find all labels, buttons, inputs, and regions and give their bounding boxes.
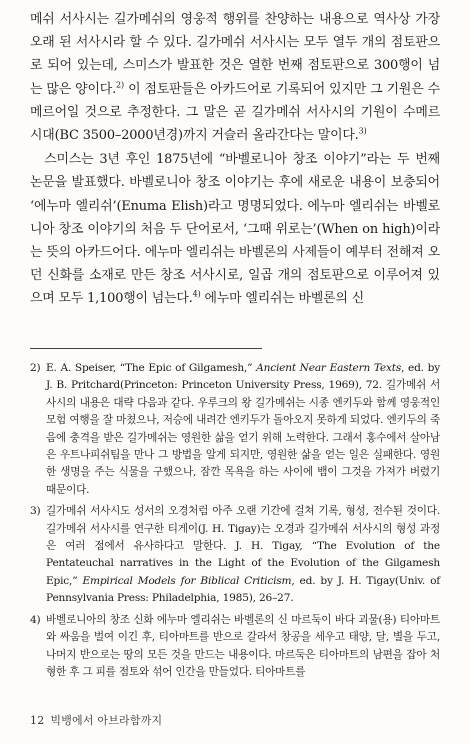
footnote-text: 길가메쉬 서사시도 성서의 오경처럼 아주 오랜 기간에 걸쳐 기록, 형성, 전수된 것이다. 길가메쉬 서사시를 연구한 티게이(J. H. Tigay)는 오경과 길가메쉬 서사시의 형성 과정은 여러 점에서 유사하다고 말한다. J. H. Tigay, “The Evolution of the Pentateuchal narratives in the Light of the Evolution of the Gilgamesh Epic,” <box>46 505 440 587</box>
footnote-2 <box>30 360 440 499</box>
paragraph-text: 메쉬 서사시는 길가메쉬의 영웅적 행위를 찬양하는 내용으로 역사상 가장 오래 된 서사시라 할 수 있다. 길가메쉬 서사시는 모두 열두 개의 점토판으로 되어 있는데, 스미스가 발표한 것은 열한 번째 점토판으로 300행이 넘는 많은 양이다. <box>30 12 440 97</box>
body-paragraph-2 <box>30 148 440 310</box>
paragraph-text: 이 점토판들은 아카드어로 기록되어 있지만 그 기원은 수메르어일 것으로 추정한다. 그 말은 곧 길가메쉬 서사시의 기원이 수메르 시대(BC 3500–2000년경)까지 거슬러 올라간다는 말이다. <box>30 81 440 144</box>
footnote-4 <box>30 612 440 682</box>
footnote-number: 2) <box>30 362 41 374</box>
footnotes <box>30 360 440 685</box>
footnote-title-italic: Empirical Models for Biblical Criticism <box>82 574 292 587</box>
footnote-ref-3[interactable]: 3) <box>358 126 367 136</box>
running-title: 빅뱅에서 아브라함까지 <box>50 714 163 727</box>
main-text <box>30 0 440 311</box>
footnote-title-italic: Ancient Near Eastern Texts <box>256 362 402 374</box>
body-paragraph-1 <box>30 8 440 147</box>
footnote-number: 4) <box>30 613 41 626</box>
footnote-ref-2[interactable]: 2) <box>116 80 124 90</box>
footnote-number: 3) <box>30 505 41 518</box>
page-footer <box>30 712 162 728</box>
footnote-text: , ed. by J. B. Pritchard(Princeton: Princeton University Press, 1969), 72. 길가메쉬 서사시의 내용은 대략 다음과 같다. 우루크의 왕 길가메쉬는 시종 엔키두와 함께 영웅적인 모험 여행을 잘 마쳤으나, 저승에 내려간 엔키두가 돌아오지 못하게 되었다. 엔키두의 죽음에 충격을 받은 길가메쉬는 영원한 삶을 얻기 위해 노력한다. 그래서 홍수에서 살아남은 우트나피쉬팀을 만나 그 방법을 알게 되지만, 영원한 삶을 얻는 일은 실패한다. 영원한 생명을 주는 식물을 구했으나, 잠깐 목욕을 하는 사이에 뱀이 그것을 가져가 버렸기 때문이다. <box>46 362 440 496</box>
footnote-ref-4[interactable]: 4) <box>192 290 201 300</box>
footnote-text: , ed. by J. H. Tigay(Univ. of Pennsylvania Press: Philadelphia, 1985), 26–27. <box>46 574 441 605</box>
footnote-text: E. A. Speiser, “The Epic of Gilgamesh,” <box>46 362 257 374</box>
footnote-3 <box>30 503 440 607</box>
paragraph-text: 스미스는 3년 후인 1875년에 “바벨로니아 창조 이야기”라는 두 번째 논문을 발표했다. 바벨로니아 창조 이야기는 후에 새로운 내용이 보충되어 ‘에누마 엘리쉬’(Enuma Elish)라고 명명되었다. 에누마 엘리쉬는 바벨로니아 창조 이야기의 처음 두 단어로서, ‘그때 위로는’(When on high)이라는 뜻의 아카드어다. 에누마 엘리쉬는 바벨론의 사제들이 예부터 전해져 오던 신화를 소재로 만든 창조 서사시로, 일곱 개의 점토판으로 이루어져 있으며 모두 1,100행이 넘는다. <box>30 152 440 307</box>
paragraph-text: 에누마 엘리쉬는 바벨론의 신 <box>200 291 365 307</box>
footnote-divider <box>30 348 262 349</box>
page-number: 12 <box>30 714 45 727</box>
footnote-text: 바벨로니아의 창조 신화 에누마 엘리쉬는 바벨론의 신 마르둑이 바다 괴물(용) 티아마트와 싸움을 벌여 이긴 후, 티아마트를 반으로 갈라서 창공을 세우고 태양, 달, 별을 두고, 나머지 반으로는 땅의 모든 것을 만드는 내용이다. 마르둑은 티아마트의 남편을 잡아 처형한 후 그 피를 점토와 섞어 인간을 만들었다. 티아마트를 <box>46 613 440 678</box>
